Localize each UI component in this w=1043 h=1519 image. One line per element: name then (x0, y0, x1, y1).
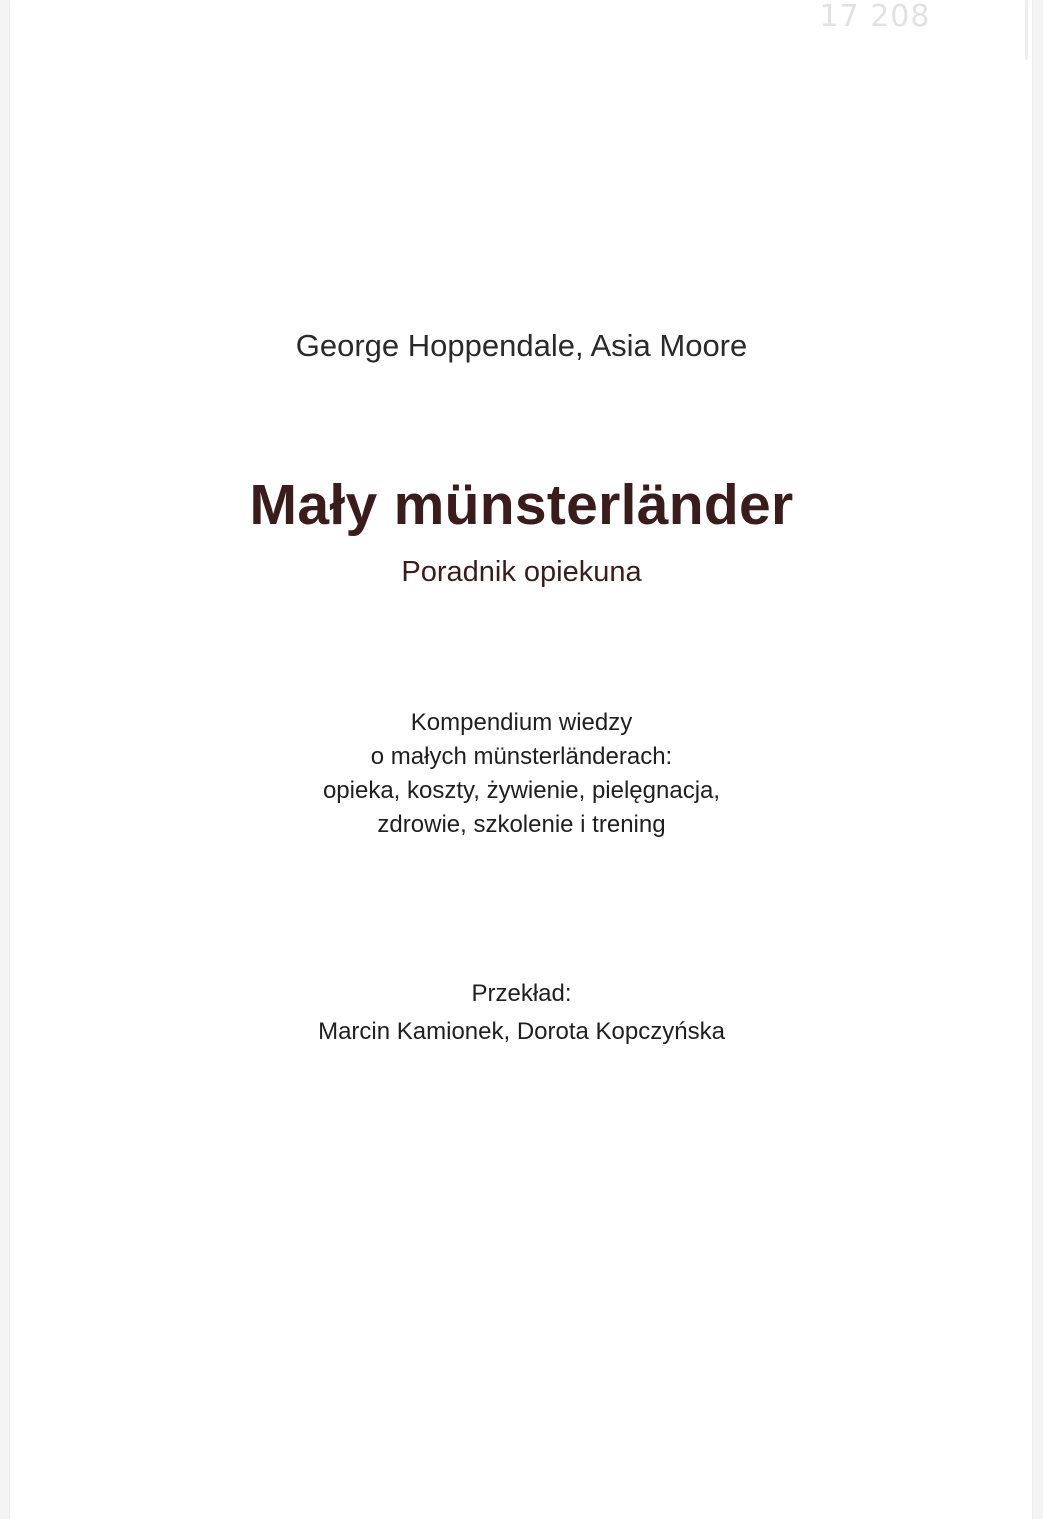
book-translators: Marcin Kamionek, Dorota Kopczyńska (318, 1018, 725, 1045)
scrollbar[interactable] (1025, 0, 1028, 60)
book-description (0, 706, 1043, 842)
translation-label: Przekład: (471, 980, 572, 1007)
book-authors: George Hoppendale, Asia Moore (295, 328, 748, 363)
description-line: opieka, koszty, żywienie, pielęgnacja, (322, 777, 721, 804)
description-line: Kompendium wiedzy (410, 709, 633, 736)
description-line: o małych münsterländerach: (370, 743, 673, 770)
page-counter-overlay: 17 208 (800, 0, 950, 36)
book-title: Mały münsterländer (249, 473, 794, 537)
description-line: zdrowie, szkolenie i trening (377, 811, 666, 838)
book-subtitle: Poradnik opiekuna (401, 556, 642, 588)
